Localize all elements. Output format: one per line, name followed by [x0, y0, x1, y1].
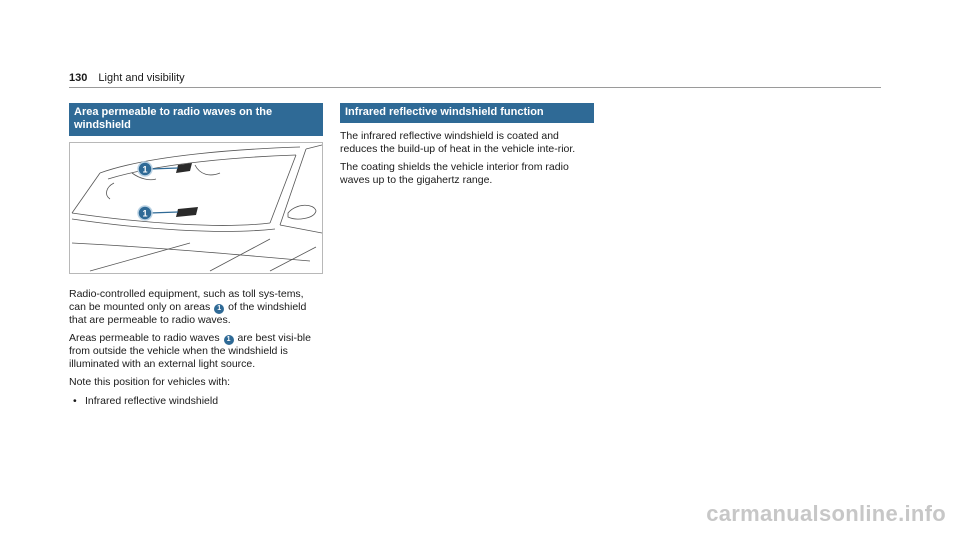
paragraph-note: Note this position for vehicles with: [69, 376, 231, 388]
page-section-title: Light and visibility [98, 72, 185, 84]
bullet-text: Infrared reflective windshield [85, 394, 219, 407]
paragraph-mounting [69, 288, 323, 326]
paragraph-infrared-coating: The infrared reflective windshield is coated and reduces the build-up of heat in the vehicle inte-rior. [340, 130, 576, 155]
section-heading-infrared: Infrared reflective windshield function [340, 103, 594, 123]
callout-number: 1 [142, 164, 148, 175]
page-number: 130 [69, 72, 88, 84]
page-header [69, 70, 881, 88]
section-heading-radio-waves: Area permeable to radio waves on the windshield [69, 103, 323, 136]
paragraph-visibility [69, 332, 323, 370]
bullet-icon: • [73, 394, 77, 407]
left-column [69, 103, 323, 407]
paragraph-text: of the windshield that are permeable to radio waves. [69, 300, 307, 326]
paragraph-text: are best visi-ble from outside the vehicle when the windshield is illuminated with an external light source. [69, 332, 311, 370]
callout-number: 1 [142, 208, 148, 219]
windshield-illustration [69, 142, 323, 274]
watermark: carmanualsonline.info [706, 501, 946, 526]
middle-column [340, 103, 594, 192]
callout-inline-icon: 1 [224, 335, 234, 345]
car-windshield-drawing [70, 143, 322, 273]
paragraph-radio-shielding: The coating shields the vehicle interior from radio waves up to the gigahertz range. [340, 161, 569, 186]
bullet-item [69, 395, 323, 408]
paragraph-text: Areas permeable to radio waves [69, 332, 220, 344]
paragraph-text: Radio-controlled equipment, such as toll sys-tems, can be mounted only on areas [69, 288, 304, 313]
callout-inline-icon: 1 [214, 304, 224, 314]
